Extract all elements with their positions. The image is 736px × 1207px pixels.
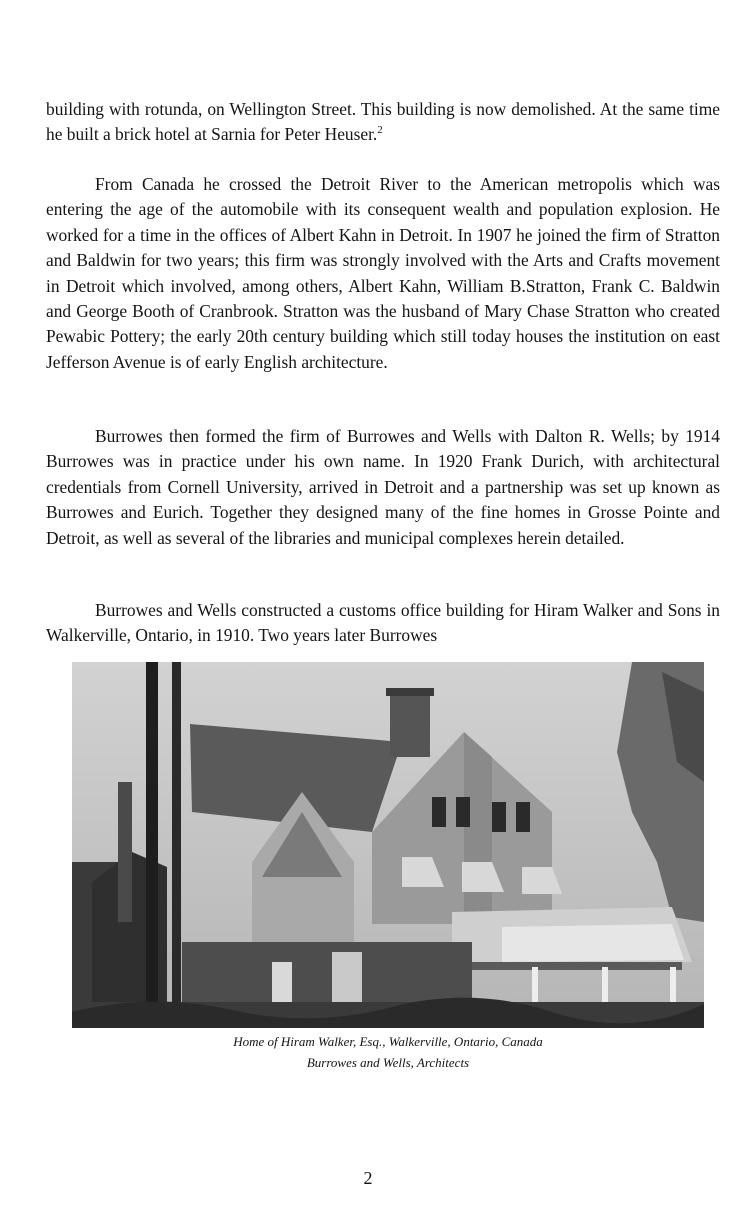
paragraph-rotunda	[46, 97, 720, 148]
paragraph-burrowes-wells: Burrowes then formed the firm of Burrowes and Wells with Dalton R. Wells; by 1914 Burrowes was in practice under his own name. In 1920 Frank Durich, with architectural credentials from Cornell University, arrived in Detroit and a partnership was set up known as Burrowes and Eurich. Together they designed many of the fine homes in Grosse Pointe and Detroit, as well as several of the libraries and municipal complexes herein detailed.	[46, 426, 720, 548]
footnote-marker: 2	[377, 124, 383, 137]
page-number: 2	[363, 1168, 373, 1188]
photograph-illustration	[72, 662, 704, 1028]
paragraph-customs-office: Burrowes and Wells constructed a customs office building for Hiram Walker and Sons in Walkerville, Ontario, in 1910. Two years later Burrowes	[46, 600, 720, 646]
paragraph-detroit: From Canada he crossed the Detroit River to the American metropolis which was entering the age of the automobile with its consequent wealth and population explosion. He worked for a time in the offices of Albert Kahn in Detroit. In 1907 he joined the firm of Stratton and Baldwin for two years; this firm was strongly involved with the Arts and Crafts movement in Detroit which involved, among others, Albert Kahn, William B.Stratton, Frank C. Baldwin and George Booth of Cranbrook. Stratton was the husband of Mary Chase Stratton who created Pewabic Pottery; the early 20th century building which still today houses the institution on east Jefferson Avenue is of early English architecture.	[46, 174, 720, 372]
figure-caption-architects: Burrowes and Wells, Architects	[306, 1055, 470, 1070]
figure-caption-title: Home of Hiram Walker, Esq., Walkerville, Ontario, Canada	[233, 1034, 543, 1049]
paragraph-text: building with rotunda, on Wellington Street. This building is now demolished. At the same time he built a brick hotel at Sarnia for Peter Heuser.	[46, 99, 720, 145]
house-photograph	[72, 662, 704, 1028]
